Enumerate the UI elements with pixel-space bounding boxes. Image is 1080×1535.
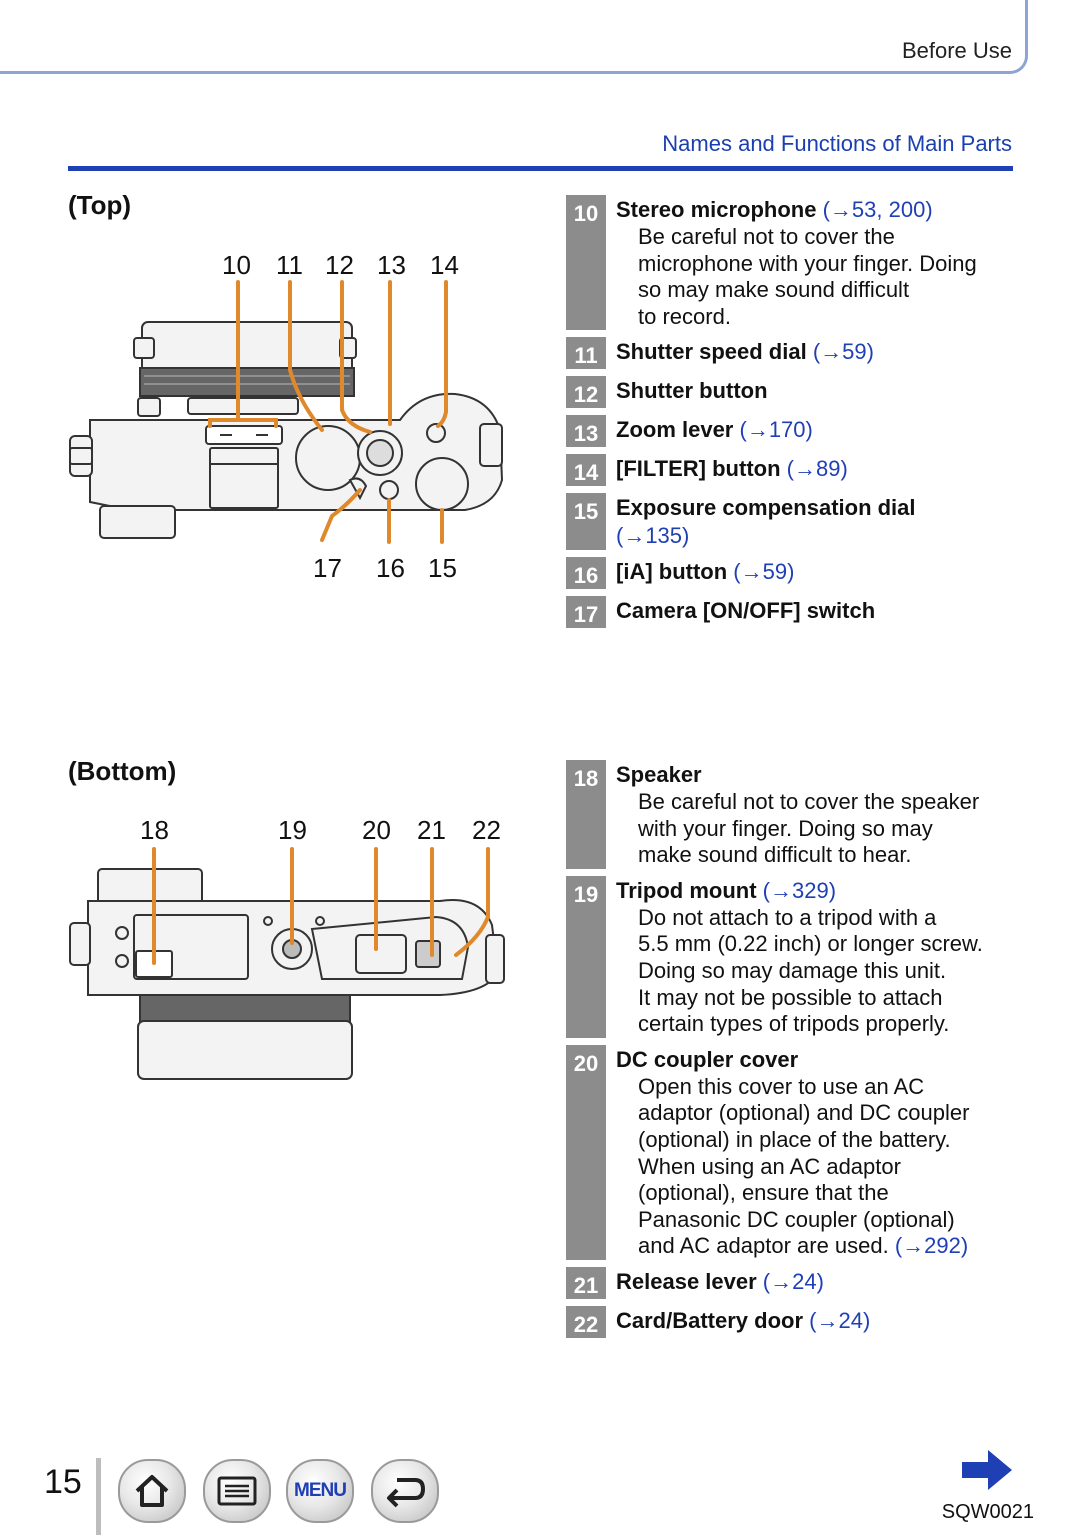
section-tab-label: Before Use	[901, 38, 1012, 63]
part-title: [iA] button	[616, 559, 728, 585]
callout-16: 16	[376, 553, 405, 583]
part-body	[606, 760, 979, 869]
part-number-badge: 16	[566, 557, 606, 589]
part-title: Release lever	[616, 1268, 757, 1294]
callout-18: 18	[140, 815, 169, 845]
part-note-line: with your finger. Doing so may	[638, 815, 933, 841]
footer-divider	[96, 1458, 101, 1535]
page-reference-link[interactable]: (→24)	[809, 1307, 871, 1333]
back-button[interactable]	[371, 1459, 439, 1523]
callout-19: 19	[278, 815, 307, 845]
part-item-13	[566, 415, 1016, 447]
parts-list-top	[566, 195, 1016, 635]
part-number-badge: 15	[566, 493, 606, 550]
callout-20: 20	[362, 815, 391, 845]
part-item-14	[566, 454, 1016, 486]
part-item-21	[566, 1267, 1016, 1299]
page-reference-link[interactable]: (→59)	[812, 339, 874, 365]
part-title-line	[616, 1307, 870, 1335]
page-reference-link[interactable]: (→53, 200)	[822, 197, 933, 222]
camera-bottom-diagram	[60, 845, 520, 1095]
part-note-line: certain types of tripods properly.	[638, 1011, 950, 1037]
part-note-line: Be careful not to cover the speaker	[638, 789, 980, 814]
part-item-16	[566, 557, 1016, 589]
page-reference-link[interactable]: (→59)	[733, 559, 795, 585]
home-icon	[133, 1473, 171, 1509]
part-note-line: (optional), ensure that the	[638, 1180, 889, 1206]
part-body	[606, 596, 875, 628]
part-title-line	[616, 1268, 824, 1296]
part-item-11	[566, 337, 1016, 369]
part-title-line	[616, 1046, 969, 1074]
part-item-17	[566, 596, 1016, 628]
part-item-12	[566, 376, 1016, 408]
part-number-badge: 14	[566, 454, 606, 486]
part-body	[606, 415, 813, 447]
part-title-line	[616, 597, 875, 625]
part-note-line: so may make sound difficult	[638, 277, 910, 303]
part-body	[606, 1267, 824, 1299]
callout-21: 21	[417, 815, 446, 845]
part-body	[606, 557, 794, 589]
part-item-15	[566, 493, 1016, 550]
part-number-badge: 10	[566, 195, 606, 330]
part-item-18	[566, 760, 1016, 869]
page-reference-link[interactable]: (→329)	[762, 877, 837, 903]
part-number-badge: 13	[566, 415, 606, 447]
part-note-line: Doing so may damage this unit.	[638, 957, 947, 983]
part-body	[606, 1045, 969, 1260]
part-title-line	[616, 877, 983, 905]
part-note-line: When using an AC adaptor	[638, 1153, 901, 1179]
part-note-line: (optional) in place of the battery.	[638, 1126, 951, 1152]
callout-11: 11	[276, 250, 303, 280]
part-note-line: Panasonic DC coupler (optional)	[638, 1206, 955, 1232]
callout-22: 22	[472, 815, 501, 845]
callout-14: 14	[430, 250, 459, 280]
part-item-10	[566, 195, 1016, 330]
parts-list-bottom	[566, 760, 1016, 1345]
part-title-line	[616, 196, 977, 224]
contents-button[interactable]	[203, 1459, 271, 1523]
part-body	[606, 376, 768, 408]
page-number: 15	[44, 1463, 82, 1501]
part-number-badge: 11	[566, 337, 606, 369]
part-body	[606, 454, 848, 486]
part-item-20	[566, 1045, 1016, 1260]
part-note-line: make sound difficult to hear.	[638, 842, 912, 868]
part-number-badge: 22	[566, 1306, 606, 1338]
callout-10: 10	[222, 250, 251, 280]
part-note-line: to record.	[638, 303, 731, 329]
part-note-line: Open this cover to use an AC	[638, 1073, 925, 1099]
callout-13: 13	[377, 250, 406, 280]
part-number-badge: 18	[566, 760, 606, 869]
document-code: SQW0021	[941, 1501, 1034, 1523]
part-title: DC coupler cover	[616, 1046, 799, 1072]
page-reference-link[interactable]: (→24)	[762, 1268, 824, 1294]
part-title: Shutter speed dial	[616, 339, 807, 365]
part-title: Tripod mount	[616, 877, 757, 903]
part-number-badge: 19	[566, 876, 606, 1038]
menu-button-label: MENU	[294, 1480, 346, 1501]
part-number-badge: 21	[566, 1267, 606, 1299]
part-title: Shutter button	[616, 378, 768, 404]
part-title-line	[616, 338, 874, 366]
part-note-line: Be careful not to cover the	[638, 224, 895, 249]
part-title: [FILTER] button	[616, 456, 781, 482]
part-title-line	[616, 494, 916, 550]
page-reference-link[interactable]: (→170)	[739, 417, 813, 443]
callout-17: 17	[313, 553, 342, 583]
part-title: Stereo microphone	[616, 197, 817, 222]
callout-12: 12	[325, 250, 354, 280]
camera-top-diagram	[60, 280, 520, 550]
part-title: Exposure compensation dial	[616, 495, 916, 521]
part-title-line	[616, 416, 813, 444]
part-title-line	[616, 558, 794, 586]
part-title: Speaker	[616, 762, 702, 787]
home-button[interactable]	[118, 1459, 186, 1523]
back-arrow-icon	[385, 1474, 425, 1508]
part-note-line: and AC adaptor are used. (→292)	[638, 1233, 969, 1259]
bottom-view-label: (Bottom)	[68, 756, 177, 786]
part-body	[606, 195, 977, 330]
callout-15: 15	[428, 553, 457, 583]
page-reference-link[interactable]: (→89)	[786, 456, 848, 482]
part-item-19	[566, 876, 1016, 1038]
part-body	[606, 493, 916, 550]
heading-rule	[68, 166, 1013, 171]
part-title: Card/Battery door	[616, 1307, 804, 1333]
part-note-line: 5.5 mm (0.22 inch) or longer screw.	[638, 931, 983, 957]
part-body	[606, 876, 983, 1038]
top-view-label: (Top)	[68, 190, 132, 220]
part-title: Zoom lever	[616, 417, 734, 443]
part-body	[606, 1306, 870, 1338]
part-number-badge: 20	[566, 1045, 606, 1260]
page-reference-link[interactable]: (→135)	[616, 523, 690, 549]
part-item-22	[566, 1306, 1016, 1338]
part-title-line	[616, 761, 979, 789]
part-number-badge: 17	[566, 596, 606, 628]
part-title-line	[616, 455, 848, 483]
page-reference-link[interactable]: (→292)	[894, 1233, 969, 1259]
page-heading: Names and Functions of Main Parts	[662, 131, 1012, 156]
part-title-line	[616, 377, 768, 405]
next-page-arrow-icon[interactable]	[960, 1448, 1014, 1492]
part-note-line: microphone with your finger. Doing	[638, 250, 977, 276]
part-body	[606, 337, 874, 369]
part-note-line: Do not attach to a tripod with a	[638, 904, 937, 930]
section-tab-frame	[0, 0, 1028, 74]
menu-button[interactable]	[286, 1459, 354, 1523]
part-note-line: adaptor (optional) and DC coupler	[638, 1100, 970, 1126]
list-icon	[217, 1476, 257, 1506]
part-title: Camera [ON/OFF] switch	[616, 598, 876, 624]
part-number-badge: 12	[566, 376, 606, 408]
part-note-line: It may not be possible to attach	[638, 984, 943, 1010]
